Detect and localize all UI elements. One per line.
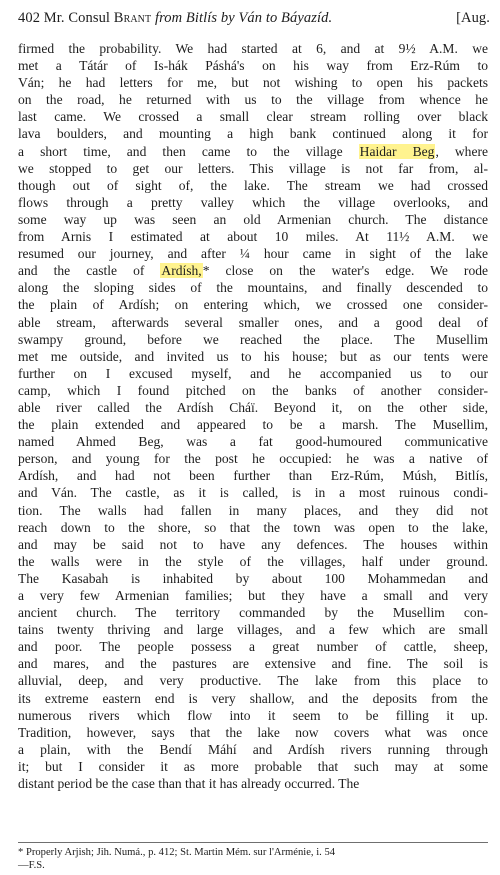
text-line bbox=[18, 314, 488, 331]
text-line bbox=[18, 194, 488, 211]
page-number: 402 bbox=[18, 10, 41, 26]
text-segment: lava boulders, and mounting a high bank continued along it for bbox=[18, 126, 488, 142]
text-line bbox=[18, 467, 488, 484]
text-line bbox=[18, 365, 488, 382]
text-line bbox=[18, 74, 488, 91]
text-segment: resumed our journey, and after ¼ hour came in sight of the lake bbox=[18, 246, 488, 262]
footnote bbox=[18, 846, 488, 872]
text-segment: and poor. The people possess a great number of cattle, sheep, bbox=[18, 639, 488, 655]
body-text bbox=[18, 40, 488, 792]
text-line bbox=[18, 502, 488, 519]
header-author: Brant bbox=[113, 10, 152, 26]
text-segment: numerous rivers which flow into it seem to be filling it up. bbox=[18, 707, 488, 723]
text-line bbox=[18, 433, 488, 450]
text-line bbox=[18, 519, 488, 536]
text-segment: named Ahmed Beg, was a fat good-humoured communicative bbox=[18, 434, 488, 450]
text-segment: its extreme eastern end is very shallow, and the deposits from the bbox=[18, 690, 488, 706]
text-line bbox=[18, 707, 488, 724]
text-segment: last came. We crossed a small clear stream rolling over black bbox=[18, 109, 488, 125]
header-left bbox=[18, 10, 332, 27]
text-segment: a short time, and then came to the village bbox=[18, 143, 359, 159]
text-segment: some way up was seen an old Armenian church. The distance bbox=[18, 211, 488, 227]
text-line bbox=[18, 536, 488, 553]
footnote-rule bbox=[18, 842, 488, 843]
text-segment: on the road, he returned with us to the village from whence he bbox=[18, 92, 488, 108]
text-line bbox=[18, 125, 488, 142]
text-segment: flows through a pretty valley which the village overlooks, and bbox=[18, 194, 488, 210]
text-segment: reach down to the shore, so that the town was open to the lake, bbox=[18, 519, 488, 535]
text-segment: met a Tátár of Is-hák Páshá's on his way from Erz-Rúm to bbox=[18, 58, 488, 74]
text-segment: distant period be the case than that it has already occurred. The bbox=[18, 776, 360, 792]
text-line bbox=[18, 604, 488, 621]
text-segment: and the castle of bbox=[18, 263, 161, 279]
text-line bbox=[18, 331, 488, 348]
text-line bbox=[18, 262, 488, 279]
text-line bbox=[18, 553, 488, 570]
text-line bbox=[18, 279, 488, 296]
text-line bbox=[18, 348, 488, 365]
text-line bbox=[18, 655, 488, 672]
text-segment: met me outside, and invited us to his house; but as our tents were bbox=[18, 348, 488, 364]
text-segment: * close on the water's edge. We rode bbox=[202, 263, 488, 279]
text-segment: person, and young for the post he occupied: he was a native of bbox=[18, 451, 488, 467]
text-line bbox=[18, 758, 488, 775]
running-header bbox=[18, 10, 490, 27]
text-line bbox=[18, 108, 488, 125]
text-segment: swampy ground, before we reached the place. The Musellim bbox=[18, 331, 488, 347]
text-line bbox=[18, 416, 488, 433]
text-line bbox=[18, 587, 488, 604]
highlighted-place-name: Ardísh, bbox=[161, 263, 202, 279]
text-line bbox=[18, 143, 488, 160]
text-segment: able stream, afterwards several smaller ones, and a good deal of bbox=[18, 314, 488, 330]
text-line bbox=[18, 160, 488, 177]
header-date: [Aug. bbox=[456, 10, 490, 26]
text-segment: along the sloping sides of the mountains, and finally descended to bbox=[18, 280, 488, 296]
text-segment: firmed the probability. We had started at 6, and at 9½ A.M. we bbox=[18, 41, 488, 56]
text-segment: tains twenty thriving and large villages, and a few which are small bbox=[18, 622, 488, 638]
text-line bbox=[18, 724, 488, 741]
text-segment: alluvial, deep, and very productive. The lake from this place to bbox=[18, 673, 488, 689]
text-segment: from Arnis I estimated at about 10 miles. At 11½ A.M. we bbox=[18, 229, 488, 245]
text-line bbox=[18, 638, 488, 655]
text-segment: and may be said not to have any defences. The houses within bbox=[18, 536, 488, 552]
text-segment: Tradition, however, says that the lake now covers what was once bbox=[18, 724, 488, 740]
footnote-line-1: * Properly Arjish; Jih. Numá., p. 412; St. Martin Mém. sur l'Arménie, i. 54 bbox=[18, 847, 336, 858]
text-line bbox=[18, 382, 488, 399]
text-line bbox=[18, 57, 488, 74]
text-line bbox=[18, 228, 488, 245]
header-title-italic: from Bitlís by Ván to Báyazíd. bbox=[154, 10, 333, 26]
text-line bbox=[18, 450, 488, 467]
text-segment: and Ván. The castle, as it is called, is in a most ruinous condi- bbox=[18, 485, 488, 501]
text-segment: camp, which I found pitched on the banks of another consider- bbox=[18, 382, 488, 398]
text-line bbox=[18, 296, 488, 313]
footnote-line-2: —F.S. bbox=[18, 860, 45, 871]
text-segment: Ván; he had letters for me, but not wishing to open his packets bbox=[18, 75, 488, 91]
header-title-prefix: Mr. Consul bbox=[43, 10, 111, 26]
text-line bbox=[18, 245, 488, 262]
text-segment: ancient church. The territory commanded by the Musellim con- bbox=[18, 605, 488, 621]
text-segment: the plain extended and appeared to be a marsh. The Musellim, bbox=[18, 417, 488, 433]
text-line bbox=[18, 40, 488, 57]
text-line bbox=[18, 775, 488, 792]
text-line bbox=[18, 570, 488, 587]
text-segment: a very few Armenian families; but they have a small and very bbox=[18, 588, 488, 603]
text-line bbox=[18, 399, 488, 416]
text-segment: it; but I consider it as more probable that such may at some bbox=[18, 758, 488, 774]
text-segment: the plain of Ardísh; on entering which, we crossed one consider- bbox=[18, 297, 488, 313]
text-line bbox=[18, 211, 488, 228]
text-segment: The Kasabah is inhabited by about 100 Mohammedan and bbox=[18, 570, 488, 586]
text-segment: and mares, and the pastures are extensive and fine. The soil is bbox=[18, 656, 488, 672]
highlighted-place-name: Haidar Beg bbox=[359, 143, 435, 159]
text-segment: we stopped to get our letters. This village is not far from, al- bbox=[18, 160, 488, 176]
text-segment: Ardísh, and had not been further than Erz-Rúm, Músh, Bitlís, bbox=[18, 468, 488, 484]
text-segment: a plain, with the Bendí Máhí and Ardísh rivers running through bbox=[18, 741, 488, 757]
text-line bbox=[18, 621, 488, 638]
text-segment: the walls were in the style of the villages, half under ground. bbox=[18, 553, 488, 569]
text-segment: able river called the Ardísh Cháï. Beyond it, on the other side, bbox=[18, 399, 488, 415]
text-segment: , where bbox=[435, 143, 488, 159]
text-segment: further on I excused myself, and he accompanied us to our bbox=[18, 365, 488, 381]
text-segment: though out of sight of, the lake. The stream we had crossed bbox=[18, 177, 488, 193]
text-line bbox=[18, 484, 488, 501]
text-line bbox=[18, 741, 488, 758]
text-segment: tion. The walls had fallen in many places, and they did not bbox=[18, 502, 488, 518]
text-line bbox=[18, 177, 488, 194]
text-line bbox=[18, 672, 488, 689]
text-line bbox=[18, 690, 488, 707]
text-line bbox=[18, 91, 488, 108]
